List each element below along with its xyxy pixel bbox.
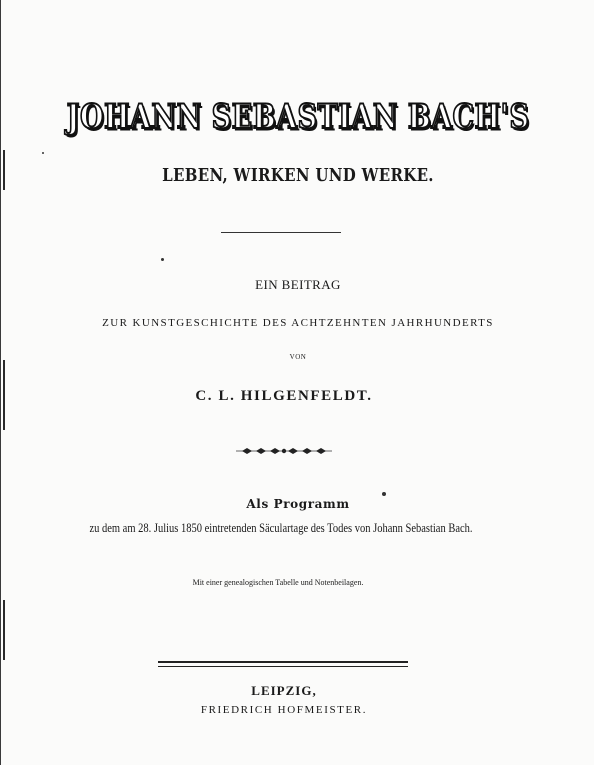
print-speck (161, 258, 164, 261)
contribution-line: EIN BEITRAG (255, 277, 341, 292)
author-name: C. L. HILGENFELDT. (195, 388, 373, 404)
supplement-note: Mit einer genealogischen Tabelle und Notenbeilagen. (192, 578, 364, 587)
binding-edge-mark (3, 600, 5, 660)
imprint-publisher: FRIEDRICH HOFMEISTER. (200, 704, 368, 716)
program-heading: Als Programm (246, 497, 350, 511)
print-speck (42, 152, 44, 154)
art-history-line: ZUR KUNSTGESCHICHTE DES ACHTZEHNTEN JAHRHUNDERTS (102, 317, 494, 329)
double-rule (158, 661, 408, 667)
ornament-icon (236, 445, 332, 457)
book-subtitle: LEBEN, WIRKEN UND WERKE. (162, 164, 434, 186)
divider-rule (221, 232, 341, 233)
by-line: VON (289, 353, 307, 361)
print-speck (382, 492, 386, 496)
imprint-city: LEIPZIG, (251, 683, 317, 698)
book-title: JOHANN SEBASTIAN BACH'S (66, 98, 530, 137)
occasion-line: zu dem am 28. Julius 1850 eintretenden Säculartage des Todes von Johann Sebastian Bach. (89, 523, 473, 536)
